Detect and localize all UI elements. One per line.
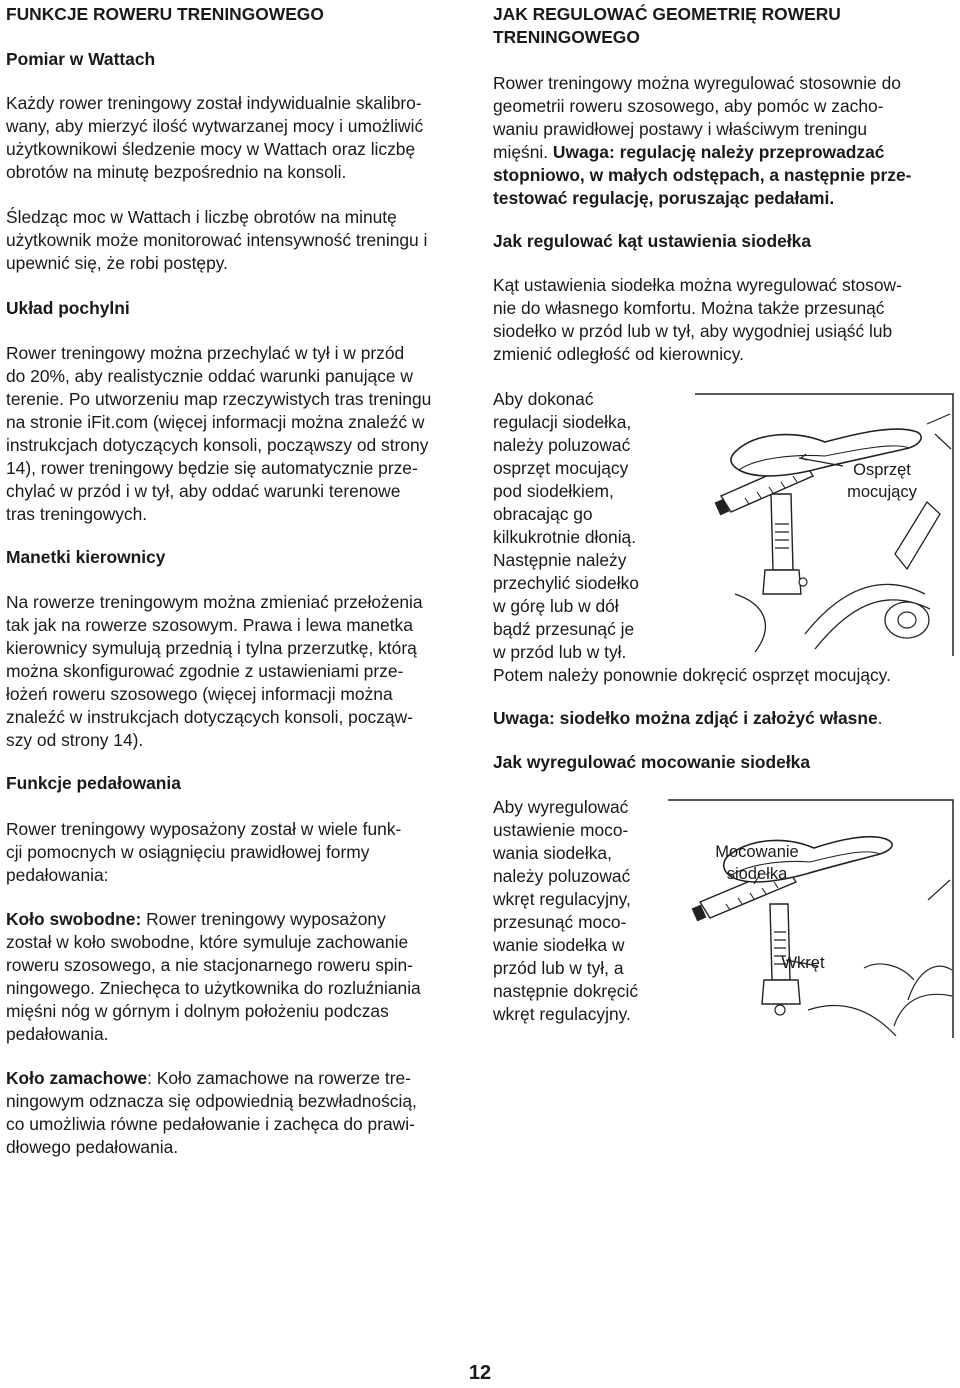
line: Osprzęt bbox=[853, 461, 911, 479]
line: ningowego. Zniechęca to użytkownika do rozluźniania bbox=[6, 978, 421, 998]
heading-saddle-mount: Jak wyregulować mocowanie siodełka bbox=[493, 752, 811, 772]
line: pedałowania: bbox=[6, 865, 109, 885]
line: użytkownik może monitorować intensywność treningu i bbox=[6, 230, 428, 250]
line: Następnie należy bbox=[493, 550, 627, 570]
intro-warning: Uwaga: regulację należy przeprowadzać bbox=[552, 142, 885, 162]
line: chylać w przód i w tył, aby oddać warunki terenowe bbox=[6, 481, 401, 501]
line: użytkownikowi śledzenie mocy w Wattach oraz liczbę bbox=[6, 139, 416, 159]
line: osprzęt mocujący bbox=[493, 458, 629, 478]
line: kierownicy symulują przednią i tylna przerzutkę, którą bbox=[6, 638, 417, 658]
saddle-hardware-illustration bbox=[695, 394, 953, 656]
paragraph-flywheel bbox=[6, 1067, 417, 1159]
line: wanie siodełka w bbox=[493, 935, 625, 955]
label-screw: Wkręt bbox=[781, 954, 825, 972]
line: cji pomocnych w osiągnięciu prawidłowej formy bbox=[6, 842, 370, 862]
saddle-mount-illustration bbox=[668, 800, 953, 1038]
line: terenie. Po utworzeniu map rzeczywistych tras treningu bbox=[6, 389, 432, 409]
line bbox=[6, 908, 421, 931]
line: wania siodełka, bbox=[493, 843, 612, 863]
line: Aby dokonać bbox=[493, 389, 594, 409]
line: wkręt regulacyjny. bbox=[493, 1004, 631, 1024]
line: następnie dokręcić bbox=[493, 981, 639, 1001]
line: TRENINGOWEGO bbox=[493, 27, 640, 47]
page-number: 12 bbox=[468, 1362, 492, 1384]
line: JAK REGULOWAĆ GEOMETRIĘ ROWERU bbox=[493, 4, 841, 24]
label-mounting-hardware bbox=[835, 459, 929, 503]
figure-saddle-mount bbox=[668, 800, 953, 1038]
paragraph-pedaling bbox=[6, 818, 401, 887]
line: w górę lub w dół bbox=[493, 596, 619, 616]
line: tras treningowych. bbox=[6, 504, 148, 524]
line: Śledząc moc w Wattach i liczbę obrotów na minutę bbox=[6, 207, 397, 227]
line: zmienić odległość od kierownicy. bbox=[493, 344, 744, 364]
paragraph-watt-1 bbox=[6, 92, 423, 184]
line: upewnić się, że robi postępy. bbox=[6, 253, 229, 273]
note-bold: Uwaga: siodełko można zdjąć i założyć własne bbox=[493, 708, 878, 728]
line: testować regulację, poruszając pedałami. bbox=[493, 188, 835, 208]
line: bądź przesunąć je bbox=[493, 619, 635, 639]
line: Każdy rower treningowy został indywidualnie skalibro- bbox=[6, 93, 422, 113]
line: został w koło swobodne, które symuluje zachowanie bbox=[6, 932, 409, 952]
heading-shifters: Manetki kierownicy bbox=[6, 547, 166, 567]
flywheel-label: Koło zamachowe bbox=[6, 1068, 148, 1088]
line bbox=[6, 1067, 417, 1090]
paragraph-saddle-angle bbox=[493, 274, 902, 366]
line: regulacji siodełka, bbox=[493, 412, 632, 432]
line: przesunąć moco- bbox=[493, 912, 627, 932]
paragraph-geometry-intro bbox=[493, 72, 911, 210]
intro-plain-end: mięśni. bbox=[493, 142, 553, 162]
freewheel-label: Koło swobodne: bbox=[6, 909, 142, 929]
line: Mocowanie bbox=[715, 843, 799, 861]
line: przechylić siodełko bbox=[493, 573, 639, 593]
line: przód lub w tył, a bbox=[493, 958, 624, 978]
paragraph-saddle-mount bbox=[493, 796, 638, 1026]
paragraph-watt-2 bbox=[6, 206, 427, 275]
line: na stronie iFit.com (więcej informacji można znaleźć w bbox=[6, 412, 425, 432]
line: Na rowerze treningowym można zmieniać przełożenia bbox=[6, 592, 423, 612]
line: ningowym odznacza się odpowiednią bezwładnością, bbox=[6, 1091, 417, 1111]
line: szy od strony 14). bbox=[6, 730, 144, 750]
heading-pedaling: Funkcje pedałowania bbox=[6, 773, 181, 793]
flywheel-text: : Koło zamachowe na rowerze tre- bbox=[147, 1068, 411, 1088]
line: instrukcjach dotyczących konsoli, począwszy od strony bbox=[6, 435, 429, 455]
paragraph-freewheel bbox=[6, 908, 421, 1046]
note-end: . bbox=[877, 708, 883, 728]
line: pod siodełkiem, bbox=[493, 481, 614, 501]
paragraph-shifters bbox=[6, 591, 423, 752]
line: ustawienie moco- bbox=[493, 820, 629, 840]
line: co umożliwia równe pedałowanie i zachęca do prawi- bbox=[6, 1114, 415, 1134]
line: stopniowo, w małych odstępach, a następnie prze- bbox=[493, 165, 912, 185]
line bbox=[493, 141, 911, 164]
line: nie do własnego komfortu. Można także przesunąć bbox=[493, 298, 885, 318]
line: Potem należy ponownie dokręcić osprzęt mocujący. bbox=[493, 665, 891, 685]
line: Rower treningowy można wyregulować stosownie do bbox=[493, 73, 901, 93]
freewheel-text: Rower treningowy wyposażony bbox=[141, 909, 386, 929]
line: należy poluzować bbox=[493, 435, 631, 455]
line: siodełka bbox=[726, 865, 788, 883]
line: tak jak na rowerze szosowym. Prawa i lewa manetka bbox=[6, 615, 413, 635]
line: wkręt regulacyjny, bbox=[493, 889, 631, 909]
heading-watt-measurement: Pomiar w Wattach bbox=[6, 49, 156, 69]
line: wany, aby mierzyć ilość wytwarzanej mocy i umożliwić bbox=[6, 116, 424, 136]
label-saddle-mount bbox=[702, 841, 812, 885]
line: dłowego pedałowania. bbox=[6, 1137, 179, 1157]
line: obrotów na minutę bezpośrednio na konsoli. bbox=[6, 162, 347, 182]
figure-saddle-hardware bbox=[695, 394, 953, 656]
note-saddle-removal bbox=[493, 707, 882, 730]
line: Rower treningowy można przechylać w tył i w przód bbox=[6, 343, 405, 363]
section-title-geometry bbox=[493, 3, 841, 49]
line: Aby wyregulować bbox=[493, 797, 629, 817]
line: pedałowania. bbox=[6, 1024, 109, 1044]
line: waniu prawidłowej postawy i właściwym treningu bbox=[493, 119, 868, 139]
section-title-functions: FUNKCJE ROWERU TRENINGOWEGO bbox=[6, 4, 324, 24]
line: geometrii roweru szosowego, aby pomóc w zacho- bbox=[493, 96, 884, 116]
line: mięśni nóg w górnym i dolnym położeniu podczas bbox=[6, 1001, 389, 1021]
paragraph-incline bbox=[6, 342, 431, 526]
line: siodełko w przód lub w tył, aby wygodniej usiąść lub bbox=[493, 321, 893, 341]
line: łożeń roweru szosowego (więcej informacji można bbox=[6, 684, 393, 704]
line: Kąt ustawienia siodełka można wyregulować stosow- bbox=[493, 275, 902, 295]
line: znaleźć w instrukcjach dotyczących konsoli, począw- bbox=[6, 707, 413, 727]
line: kilkukrotnie dłonią. bbox=[493, 527, 637, 547]
line: mocujący bbox=[847, 483, 917, 501]
line: obracając go bbox=[493, 504, 593, 524]
line: Rower treningowy wyposażony został w wiele funk- bbox=[6, 819, 402, 839]
heading-saddle-angle: Jak regulować kąt ustawienia siodełka bbox=[493, 231, 811, 251]
line: 14), rower treningowy będzie się automatycznie prze- bbox=[6, 458, 418, 478]
line: w przód lub w tył. bbox=[493, 642, 627, 662]
heading-incline: Układ pochylni bbox=[6, 298, 130, 318]
line: należy poluzować bbox=[493, 866, 631, 886]
line: można skonfigurować zgodnie z ustawieniami prze- bbox=[6, 661, 404, 681]
line: roweru szosowego, a nie stacjonarnego roweru spin- bbox=[6, 955, 413, 975]
line: do 20%, aby realistycznie oddać warunki panujące w bbox=[6, 366, 413, 386]
